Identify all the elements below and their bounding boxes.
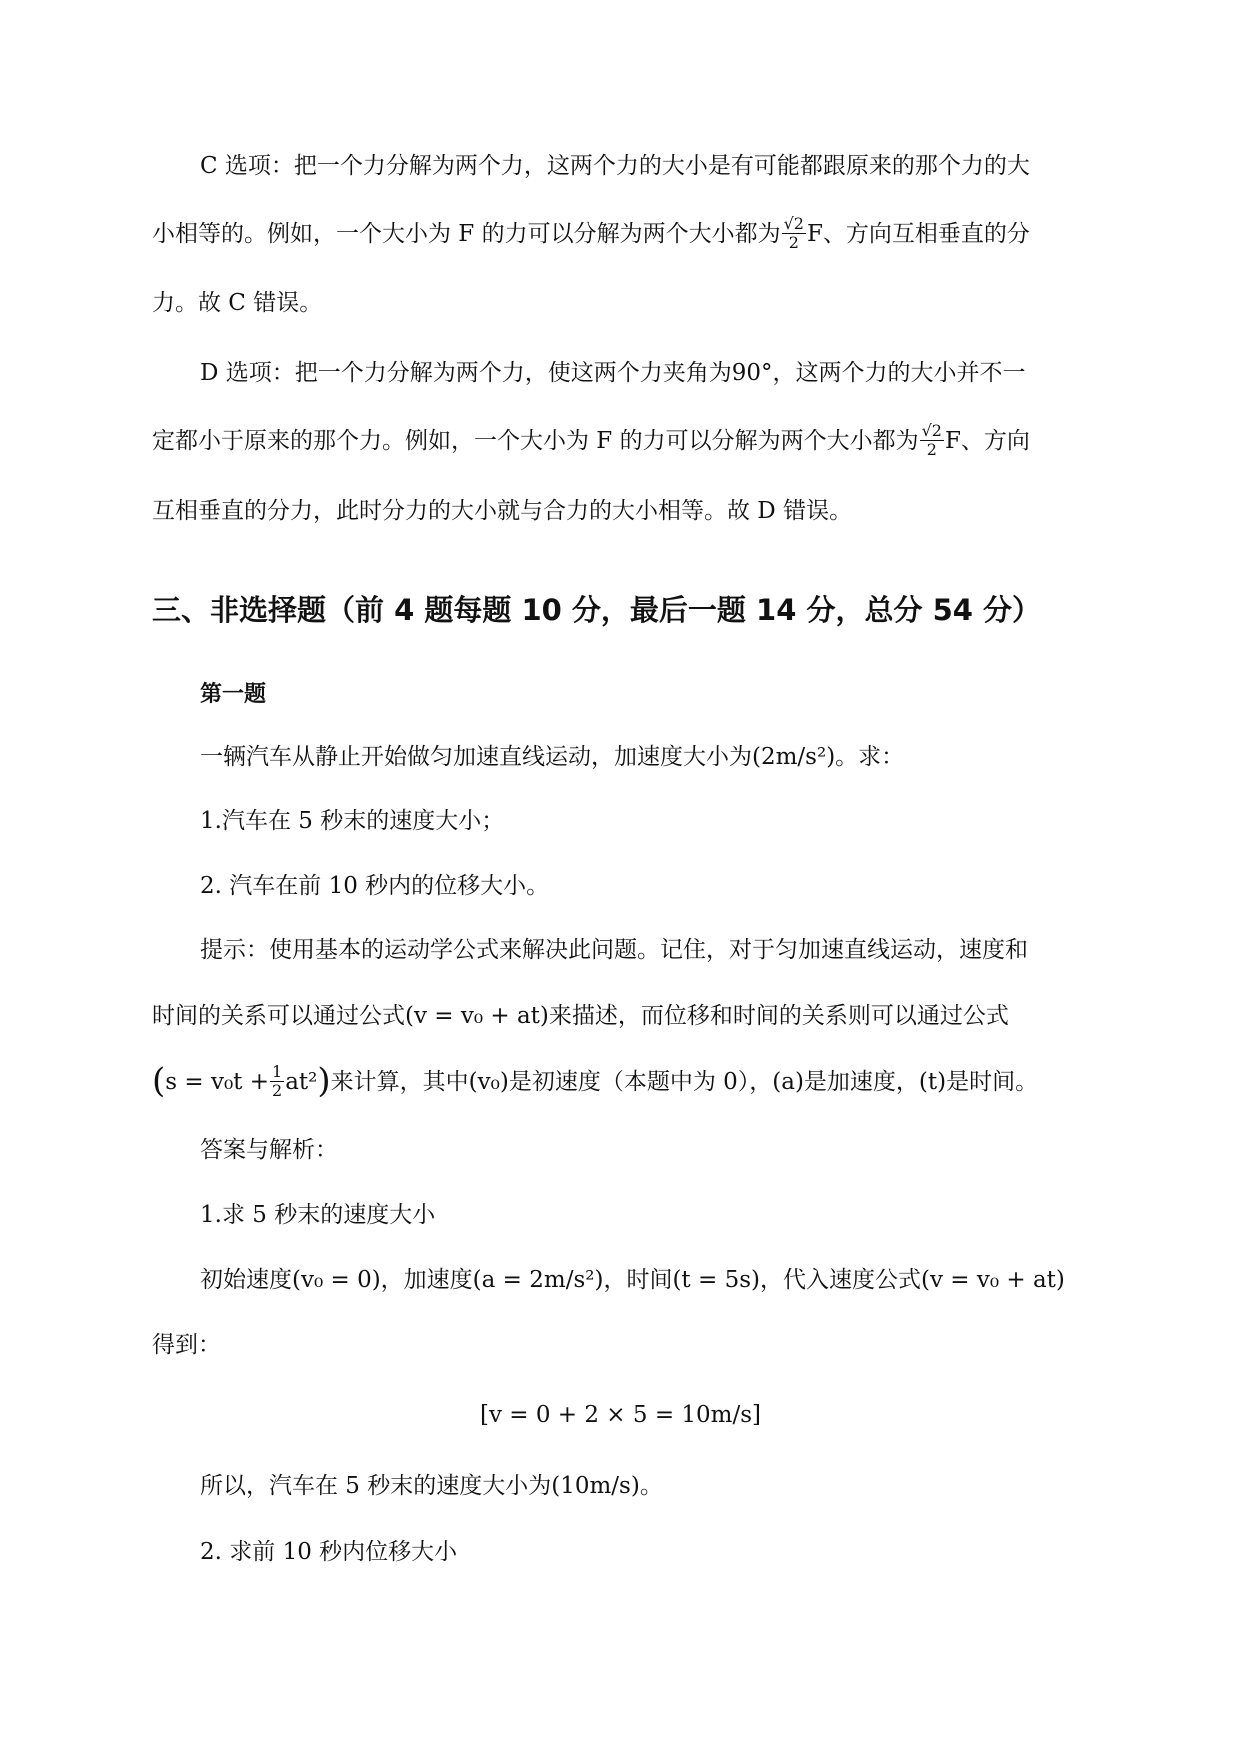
question-title: 第一题 [200,682,267,707]
question-item-2: 2. 汽车在前 10 秒内的位移大小。 [200,873,550,899]
fraction-sqrt2-over-2 [920,420,944,459]
hint-line-1: 提示：使用基本的运动学公式来解决此问题。记住，对于匀加速直线运动，速度和 [200,937,1028,963]
answer-2-title: 2. 求前 10 秒内位移大小 [200,1539,458,1565]
hint-line-3-text: 来计算，其中(v₀)是初速度（本题中为 0），(a)是加速度，(t)是时间。 [330,1069,1039,1095]
answer-1-text-line-1: 初始速度(v₀ = 0)，加速度(a = 2m/s²)，时间(t = 5s)，代入速度公式(v = v₀ + at) [200,1267,1065,1293]
fraction-denominator: 2 [788,232,799,252]
c-option-line-3: 力。故 C 错误。 [152,290,323,316]
question-item-1: 1.汽车在 5 秒末的速度大小； [200,808,505,834]
fraction-numerator: √2 [921,420,942,440]
hint-line-3 [152,1062,1038,1103]
d-option-line-1: D 选项：把一个力分解为两个力，使这两个力夹角为90°，这两个力的大小并不一 [200,360,1026,386]
c-option-text-a: 小相等的。例如，一个大小为 F 的力可以分解为两个大小都为 [152,221,781,247]
d-option-text-b: F、方向 [944,428,1030,454]
formula-part-b: at² [285,1069,318,1095]
d-option-text-a: 定都小于原来的那个力。例如，一个大小为 F 的力可以分解为两个大小都为 [152,428,919,454]
answer-1-result: 所以，汽车在 5 秒末的速度大小为(10m/s)。 [200,1473,663,1499]
fraction-denominator: 2 [272,1080,283,1100]
d-option-line-3: 互相垂直的分力，此时分力的大小就与合力的大小相等。故 D 错误。 [152,498,853,524]
fraction-numerator: √2 [783,213,804,233]
formula-part-a: s = v₀t + [165,1069,270,1095]
left-paren: ( [152,1061,166,1101]
c-option-line-2 [152,214,1030,254]
c-option-line-1: C 选项：把一个力分解为两个力，这两个力的大小是有可能都跟原来的那个力的大 [200,153,1030,179]
answer-1-title: 1.求 5 秒末的速度大小 [200,1202,436,1228]
c-option-text-b: F、方向互相垂直的分 [806,221,1030,247]
fraction-one-half [270,1061,284,1100]
d-option-line-2 [152,421,1030,461]
fraction-denominator: 2 [926,439,937,459]
hint-line-2: 时间的关系可以通过公式(v = v₀ + at)来描述，而位移和时间的关系则可以通过公式 [152,1003,1009,1029]
right-paren: ) [317,1061,331,1101]
answer-label: 答案与解析： [200,1137,338,1163]
answer-1-formula: [v = 0 + 2 × 5 = 10m/s] [479,1402,762,1428]
fraction-sqrt2-over-2 [782,213,806,252]
question-text: 一辆汽车从静止开始做匀加速直线运动，加速度大小为(2m/s²)。求： [200,744,905,770]
section-heading: 三、非选择题（前 4 题每题 10 分，最后一题 14 分，总分 54 分） [152,593,1042,627]
fraction-numerator: 1 [272,1061,283,1081]
answer-1-text-line-2: 得到： [152,1332,221,1358]
